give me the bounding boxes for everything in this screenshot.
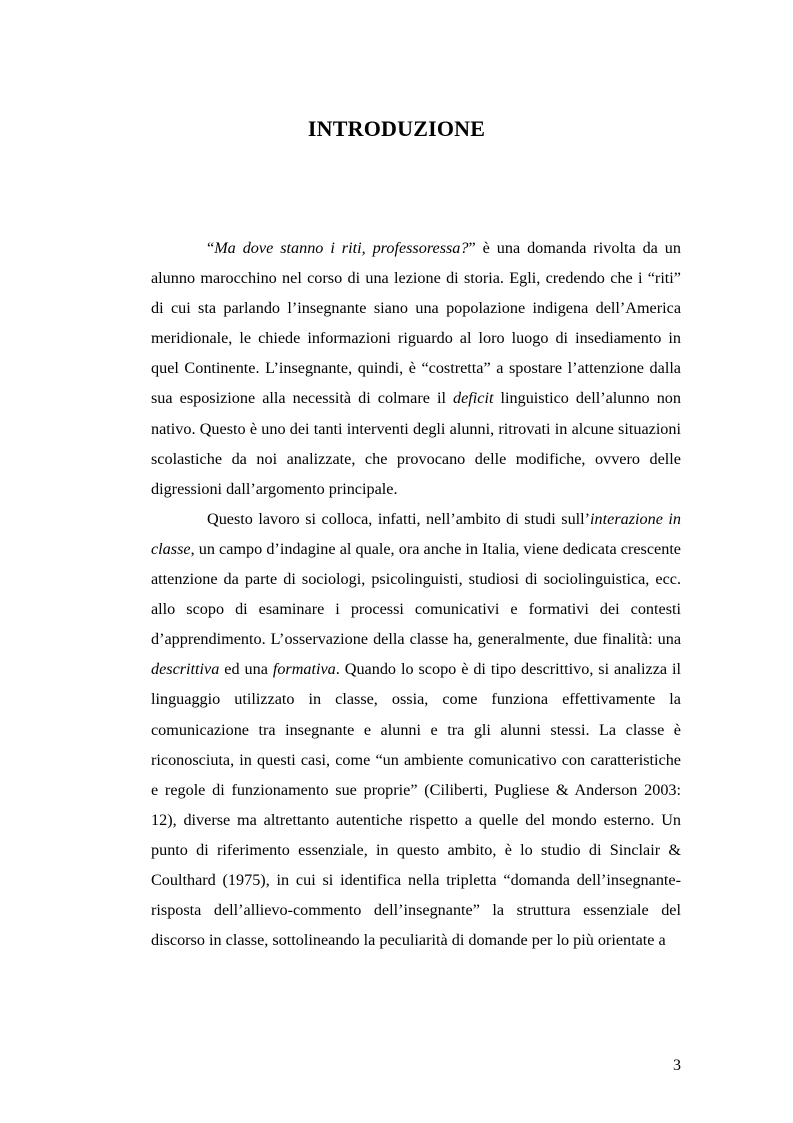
p2-text-3: ed una	[219, 660, 273, 679]
p2-text-2: , un campo d’indagine al quale, ora anche in Italia, viene dedicata crescente attenzione da parte di sociologi, psicolinguisti, studiosi di sociolinguistica, ecc. allo scopo di esaminare i processi comunicativi e formativi dei contesti d’apprendimento. L’osservazione della classe ha, generalmente, due finalità: una	[151, 539, 681, 649]
page-number: 3	[673, 1057, 681, 1074]
p2-text-4: . Quando lo scopo è di tipo descrittivo, si analizza il linguaggio utilizzato in classe, ossia, come funziona effettivamente la comunicazione tra insegnante e alunni e tra gli alunni stessi. La classe è riconosciuta, in questi casi, come “un ambiente comunicativo con caratteristiche e regole di funzionamento sue proprie” (Ciliberti, Pugliese & Anderson 2003: 12), diverse ma altrettanto autentiche rispetto a quelle del mondo esterno. Un punto di riferimento essenziale, in questo ambito, è lo studio di Sinclair & Coulthard (1975), in cui si identifica nella tripletta “domanda dell’insegnante-risposta dell’allievo-commento dell’insegnante” la struttura essenziale del discorso in classe, sottolineando la peculiarità di domande per lo più orientate a	[151, 660, 681, 950]
p1-text-2: linguistico dell’alunno non nativo. Questo è uno dei tanti interventi degli alunni, ritrovati in alcune situazioni scolastiche da noi analizzate, che provocano delle modifiche, ovvero delle digressioni dall’argomento principale.	[151, 389, 681, 498]
page-title: INTRODUZIONE	[307, 116, 486, 141]
p2-interazione: interazione in classe	[151, 509, 681, 558]
p2-formativa: formativa	[272, 660, 336, 679]
p2-text-1: Questo lavoro si colloca, infatti, nell’ambito di studi sull’	[207, 509, 591, 528]
p1-quote: Ma dove stanno i riti, professoressa?	[214, 239, 469, 257]
paragraph-2	[151, 504, 681, 955]
paragraph-1	[151, 233, 681, 504]
p1-quote-open: “	[207, 239, 215, 257]
body-text	[151, 233, 681, 955]
p1-deficit: deficit	[453, 389, 494, 408]
p1-text-1: ” è una domanda rivolta da un alunno marocchino nel corso di una lezione di storia. Egli, credendo che i “riti” di cui sta parlando l’insegnante siano una popolazione indigena dell’America meridionale, le chiede informazioni riguardo al loro luogo di insediamento in quel Continente. L’insegnante, quindi, è “costretta” a spostare l’attenzione dalla sua esposizione alla necessità di colmare il	[151, 239, 681, 408]
p2-descrittiva: descrittiva	[151, 660, 220, 679]
